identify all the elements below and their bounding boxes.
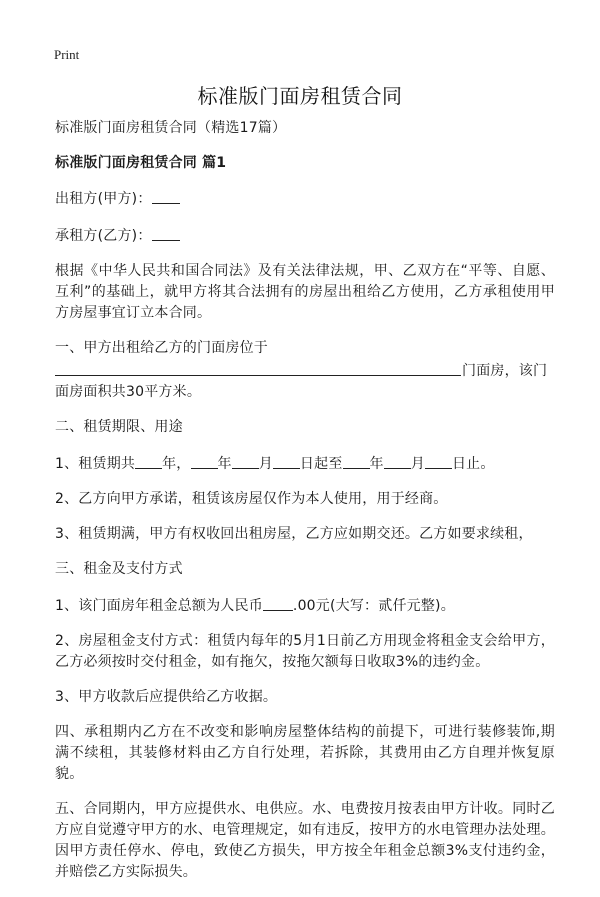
text-segment: 1、租赁期共 <box>55 456 136 472</box>
text-segment: 月 <box>410 456 425 472</box>
clause-5: 五、合同期内，甲方应提供水、电供应。水、电费按月按表由甲方计收。同时乙方应自觉遵守甲方的水、电管理规定，如有违反，按甲方的水电管理办法处理。因甲方责任停水、停电，致使乙方损失，甲方按全年租金总额3%支付违约金，并赔偿乙方实际损失。 <box>55 801 555 880</box>
clause-2-item-1 <box>55 452 555 475</box>
document-subtitle: 标准版门面房租赁合同（精选17篇） <box>55 120 287 136</box>
text-segment: 日起至 <box>299 456 343 472</box>
text-segment: 月 <box>258 456 273 472</box>
preamble-paragraph: 根据《中华人民共和国合同法》及有关法律法规，甲、乙双方在“平等、自愿、互利”的基础上，就甲方将其合法拥有的房屋出租给乙方使用，乙方承租使用甲方房屋事宜订立本合同。 <box>55 263 555 321</box>
lessee-blank <box>152 225 180 241</box>
location-blank <box>55 360 461 376</box>
start-month-blank <box>232 453 259 469</box>
print-link[interactable]: Print <box>54 47 80 62</box>
start-year-blank <box>191 453 218 469</box>
clause-3-item-2: 2、房屋租金支付方式：租赁内每年的5月1日前乙方用现金将租金支会给甲方，乙方必须按时交付租金，如有拖欠，按拖欠额每日收取3%的违约金。 <box>55 633 555 670</box>
text-segment: 日止。 <box>451 456 495 472</box>
text-segment: 年， <box>162 456 191 472</box>
clause-2-item-3: 3、租赁期满，甲方有权收回出租房屋，乙方应如期交还。乙方如要求续租， <box>55 526 533 542</box>
document-body <box>55 118 555 897</box>
text-segment: 年 <box>217 456 232 472</box>
end-year-blank <box>343 453 370 469</box>
lessee-line <box>55 224 555 247</box>
text-segment: 年 <box>369 456 384 472</box>
clause-4: 四、承租期内乙方在不改变和影响房屋整体结构的前提下，可进行装修装饰,期满不续租，其装修材料由乙方自行处理，若拆除，其费用由乙方自理并恢复原貌。 <box>55 724 555 782</box>
term-years-blank <box>135 453 162 469</box>
lessor-blank <box>152 188 180 204</box>
page-title: 标准版门面房租赁合同 <box>197 84 403 108</box>
end-month-blank <box>384 453 411 469</box>
clause-1-after-blank: 门面房，该门 <box>462 363 548 379</box>
rent-amount-blank <box>263 595 293 611</box>
clause-2-heading: 二、租赁期限、用途 <box>55 419 183 435</box>
text-segment: 1、该门面房年租金总额为人民币 <box>55 598 263 614</box>
start-day-blank <box>273 453 300 469</box>
section-heading: 标准版门面房租赁合同 篇1 <box>55 155 227 171</box>
lessor-line <box>55 187 555 210</box>
clause-3-item-3: 3、甲方收款后应提供给乙方收据。 <box>55 689 278 705</box>
clause-1-intro: 一、甲方出租给乙方的门面房位于 <box>55 340 268 356</box>
clause-3-item-1 <box>55 594 555 617</box>
clause-3-heading: 三、租金及支付方式 <box>55 561 183 577</box>
clause-2-item-2: 2、乙方向甲方承诺，租赁该房屋仅作为本人使用，用于经商。 <box>55 491 448 507</box>
text-segment: .00元(大写：贰仟元整)。 <box>292 598 455 614</box>
lessee-label: 承租方(乙方)： <box>55 228 152 244</box>
end-day-blank <box>425 453 452 469</box>
lessor-label: 出租方(甲方)： <box>55 191 152 207</box>
clause-1-area: 面房面积共30平方米。 <box>55 384 202 400</box>
clause-1 <box>55 338 555 403</box>
